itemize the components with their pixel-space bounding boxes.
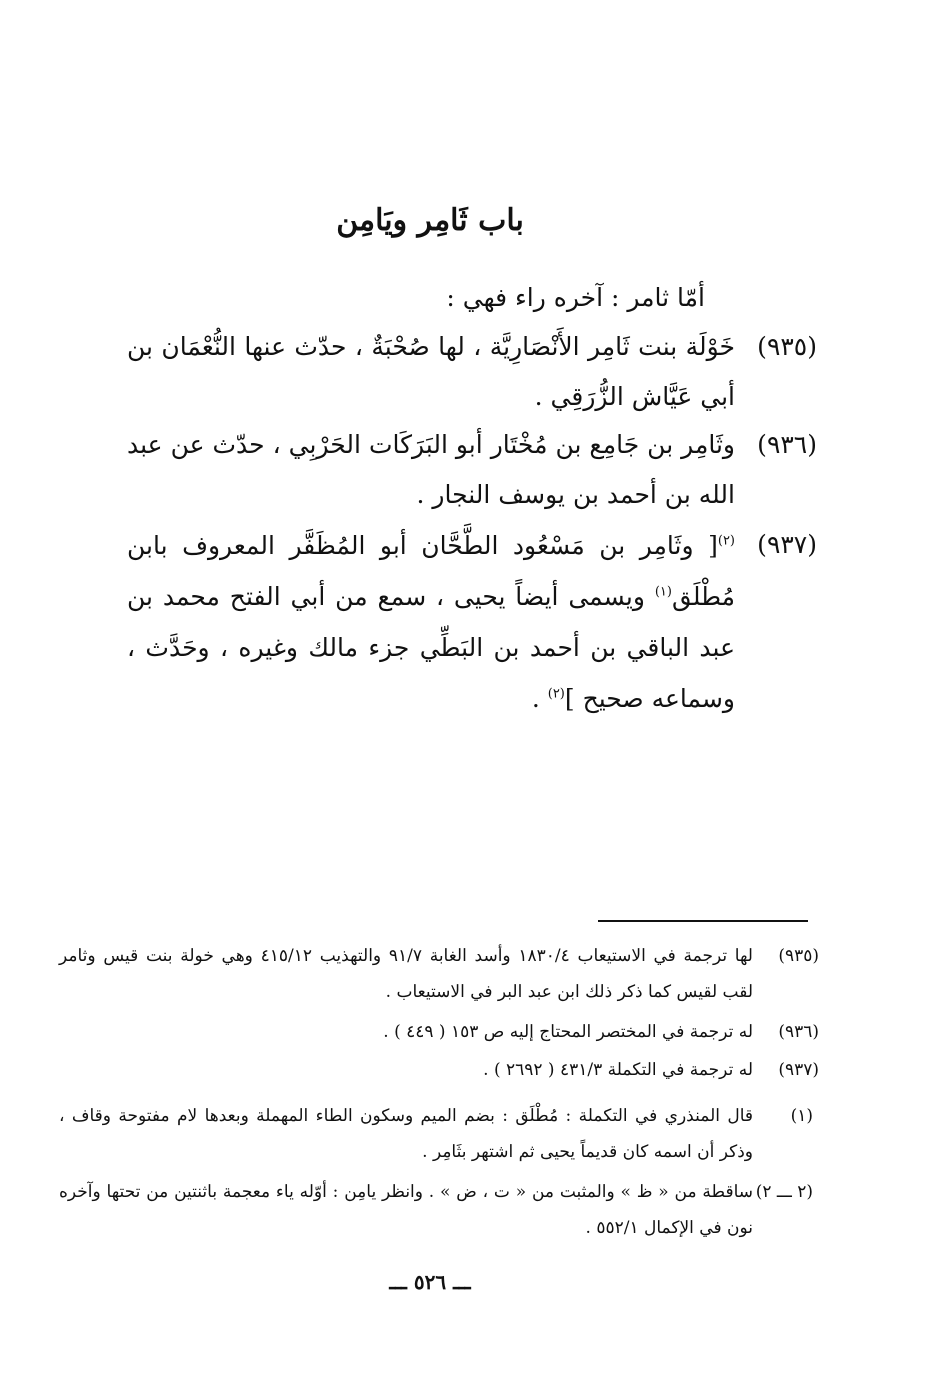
footnote-text: له ترجمة في التكملة ٤٣١/٣ ( ٢٦٩٢ ) .	[483, 1060, 753, 1080]
entry-text-part: وثَامِر بن مَسْعُود الطَّحَّان أبو المُظَفَّر المعروف بابن مُطْلَق	[127, 531, 735, 611]
footnote-937	[59, 1052, 819, 1088]
footnote-mark: (٢)	[717, 533, 735, 549]
entry-text-part: ويسمى أيضاً يحيى ، سمع من أبي الفتح محمد بن عبد الباقي بن أحمد بن البَطِّي جزء مالك وغيره ، وحَدَّث ، وسماعه صحيح	[127, 582, 735, 713]
entry-number: (٩٣٧)	[757, 530, 817, 559]
footnote-number: (٩٣٦)	[778, 1022, 819, 1042]
entry-937	[127, 520, 817, 724]
entry-text: وثَامِر بن جَامِع بن مُخْتَار أبو البَرَكَات الحَرْبِي ، حدّث عن عبد الله بن أحمد بن يوسف النجار .	[127, 430, 735, 509]
note-1	[59, 1098, 819, 1170]
entry-935	[127, 322, 817, 422]
footnote-935	[59, 938, 819, 1010]
note-number: (١)	[790, 1106, 813, 1126]
footnote-mark: (٢)	[547, 686, 565, 702]
footnote-936	[59, 1014, 819, 1050]
entry-number: (٩٣٦)	[757, 430, 817, 459]
intro-line: أمّا ثامر : آخره راء فهي :	[446, 283, 705, 312]
entry-936	[127, 420, 817, 520]
entry-number: (٩٣٥)	[757, 332, 817, 361]
footnote-text: لها ترجمة في الاستيعاب ١٨٣٠/٤ وأسد الغابة ٩١/٧ والتهذيب ٤١٥/١٢ وهي خولة بنت قيس وثامر لقب لقيس كما ذكر ذلك ابن عبد البر في الاستيعاب .	[59, 946, 753, 1002]
footnote-separator	[598, 920, 808, 922]
bracket-open: [	[708, 531, 718, 560]
entry-text-part: .	[531, 684, 540, 713]
bracket-close: ]	[564, 684, 575, 713]
footnote-mark: (١)	[654, 584, 672, 600]
note-text: ساقطة من « ظ » والمثبت من « ت ، ض » . وانظر يامِن : أوّله ياء معجمة باثنتين من تحتها وآخره نون في الإكمال ٥٥٢/١ .	[59, 1182, 753, 1238]
note-number: (٢ ـــ ٢)	[755, 1182, 813, 1202]
footnote-number: (٩٣٧)	[778, 1060, 819, 1080]
note-2	[59, 1174, 819, 1246]
note-text: قال المنذري في التكملة : مُطْلَق : بضم الميم وسكون الطاء المهملة وبعدها لام مفتوحة وقاف ، وذكر أن اسمه كان قديماً يحيى ثم اشتهر بثَامِر .	[59, 1106, 753, 1162]
entry-text	[127, 520, 735, 724]
chapter-heading: باب ثَامِر ويَامِن	[336, 203, 524, 238]
page-number: ـــ ٥٢٦ ـــ	[389, 1270, 471, 1294]
entry-text: خَوْلَة بنت ثَامِر الأَنْصَارِيَّة ، لها صُحْبَةٌ ، حدّث عنها النُّعْمَان بن أبي عَيَّاش الزُّرَقِي .	[127, 332, 735, 411]
footnote-text: له ترجمة في المختصر المحتاج إليه ص ١٥٣ ( ٤٤٩ ) .	[383, 1022, 753, 1042]
footnote-number: (٩٣٥)	[778, 946, 819, 966]
